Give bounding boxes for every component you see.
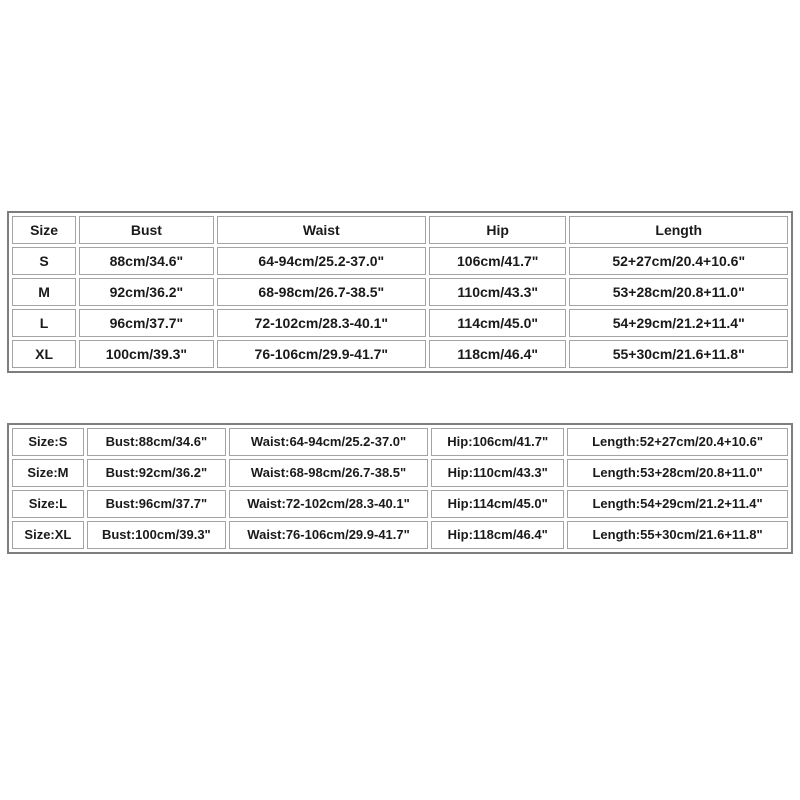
table-cell: 88cm/34.6" bbox=[79, 247, 213, 275]
header-cell-hip: Hip bbox=[429, 216, 567, 244]
size-chart-body bbox=[12, 247, 788, 368]
size-chart-header-row-group bbox=[12, 216, 788, 244]
table-cell: Length:52+27cm/20.4+10.6" bbox=[567, 428, 788, 456]
table-cell: 53+28cm/20.8+11.0" bbox=[569, 278, 788, 306]
table-cell: 72-102cm/28.3-40.1" bbox=[217, 309, 426, 337]
header-cell-size: Size bbox=[12, 216, 76, 244]
table-row bbox=[12, 521, 788, 549]
table-cell: 76-106cm/29.9-41.7" bbox=[217, 340, 426, 368]
table-cell: 114cm/45.0" bbox=[429, 309, 567, 337]
header-cell-bust: Bust bbox=[79, 216, 213, 244]
header-cell-length: Length bbox=[569, 216, 788, 244]
table-cell: Waist:76-106cm/29.9-41.7" bbox=[229, 521, 428, 549]
table-row bbox=[12, 428, 788, 456]
table-cell: Size:L bbox=[12, 490, 84, 518]
table-row bbox=[12, 278, 788, 306]
table-cell: 52+27cm/20.4+10.6" bbox=[569, 247, 788, 275]
table-cell: 106cm/41.7" bbox=[429, 247, 567, 275]
table-row bbox=[12, 309, 788, 337]
table-cell: 118cm/46.4" bbox=[429, 340, 567, 368]
table-cell: XL bbox=[12, 340, 76, 368]
size-chart-table-with-header bbox=[7, 211, 793, 373]
table-cell: Hip:118cm/46.4" bbox=[431, 521, 564, 549]
table-cell: Waist:72-102cm/28.3-40.1" bbox=[229, 490, 428, 518]
table-cell: Hip:110cm/43.3" bbox=[431, 459, 564, 487]
header-row bbox=[12, 216, 788, 244]
table-cell: Length:55+30cm/21.6+11.8" bbox=[567, 521, 788, 549]
table-cell: Bust:100cm/39.3" bbox=[87, 521, 226, 549]
table-row bbox=[12, 340, 788, 368]
table-row bbox=[12, 490, 788, 518]
table-cell: Size:M bbox=[12, 459, 84, 487]
table-cell: S bbox=[12, 247, 76, 275]
header-cell-waist: Waist bbox=[217, 216, 426, 244]
size-chart-inline-body bbox=[12, 428, 788, 549]
table-cell: Hip:106cm/41.7" bbox=[431, 428, 564, 456]
table-cell: Waist:64-94cm/25.2-37.0" bbox=[229, 428, 428, 456]
table-cell: Length:53+28cm/20.8+11.0" bbox=[567, 459, 788, 487]
table-cell: Waist:68-98cm/26.7-38.5" bbox=[229, 459, 428, 487]
table-cell: 54+29cm/21.2+11.4" bbox=[569, 309, 788, 337]
table-cell: Bust:88cm/34.6" bbox=[87, 428, 226, 456]
table-cell: 96cm/37.7" bbox=[79, 309, 213, 337]
table-cell: 68-98cm/26.7-38.5" bbox=[217, 278, 426, 306]
table-cell: L bbox=[12, 309, 76, 337]
table-cell: 55+30cm/21.6+11.8" bbox=[569, 340, 788, 368]
table-cell: 64-94cm/25.2-37.0" bbox=[217, 247, 426, 275]
table-row bbox=[12, 459, 788, 487]
table-cell: Hip:114cm/45.0" bbox=[431, 490, 564, 518]
table-cell: Size:XL bbox=[12, 521, 84, 549]
table-cell: Length:54+29cm/21.2+11.4" bbox=[567, 490, 788, 518]
table-cell: Bust:92cm/36.2" bbox=[87, 459, 226, 487]
size-chart-table-inline-labels bbox=[7, 423, 793, 554]
table-row bbox=[12, 247, 788, 275]
table-cell: 100cm/39.3" bbox=[79, 340, 213, 368]
table-cell: M bbox=[12, 278, 76, 306]
table-cell: 110cm/43.3" bbox=[429, 278, 567, 306]
table-cell: Bust:96cm/37.7" bbox=[87, 490, 226, 518]
table-cell: 92cm/36.2" bbox=[79, 278, 213, 306]
table-cell: Size:S bbox=[12, 428, 84, 456]
